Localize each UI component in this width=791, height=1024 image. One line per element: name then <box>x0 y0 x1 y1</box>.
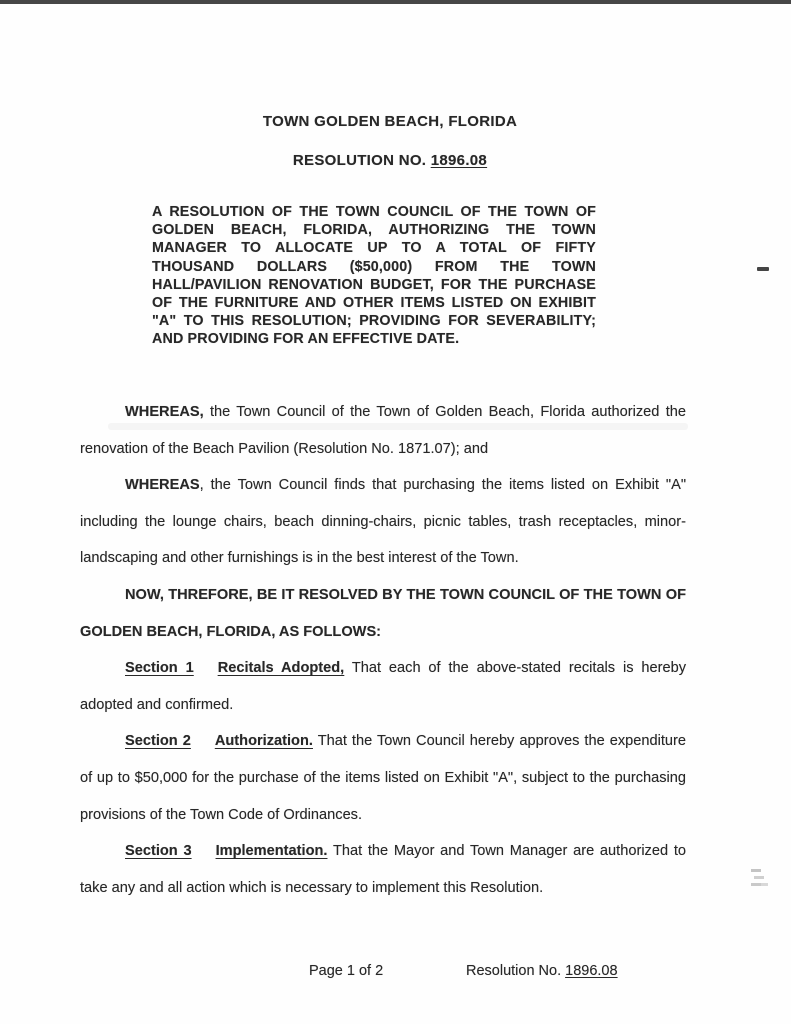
document-body <box>80 394 686 906</box>
section-3-paragraph <box>80 833 686 906</box>
whereas-text: the Town Council of the Town of Golden Beach, Florida authorized the renovation of the Beach Pavilion (Resolution No. 1871.07); and <box>80 404 686 457</box>
whereas-clause-2 <box>80 467 686 577</box>
caption-paragraph: A RESOLUTION OF THE TOWN COUNCIL OF THE TOWN OF GOLDEN BEACH, FLORIDA, AUTHORIZING THE TOWN MANAGER TO ALLOCATE UP TO A TOTAL OF FIFTY THOUSAND DOLLARS ($50,000) FROM THE TOWN HALL/PAVILION RENOVATION BUDGET, FOR THE PURCHASE OF THE FURNITURE AND OTHER ITEMS LISTED ON EXHIBIT "A" TO THIS RESOLUTION; PROVIDING FOR SEVERABILITY; AND PROVIDING FOR AN EFFECTIVE DATE. <box>152 204 596 348</box>
resolution-number-label: RESOLUTION NO. <box>292 152 427 169</box>
page-number: Page 1 of 2 <box>309 963 384 979</box>
section-body-text: That the Town Council hereby approves the expenditure of up to $50,000 for the purchase of the items listed on Exhibit "A", subject to the purchasing provisions of the Town Code of Ordinances. <box>80 733 686 823</box>
section-number: Section 3 <box>125 843 192 860</box>
scan-streak-artifact <box>108 423 688 430</box>
section-1-paragraph <box>80 650 686 723</box>
document-title: TOWN GOLDEN BEACH, FLORIDA <box>262 113 518 130</box>
margin-dash-artifact <box>757 267 769 271</box>
section-2-paragraph <box>80 723 686 833</box>
section-heading: Implementation. <box>215 843 328 860</box>
whereas-lead: WHEREAS <box>125 477 200 494</box>
resolution-number: 1896.08 <box>430 152 488 169</box>
section-heading: Recitals Adopted, <box>217 660 345 677</box>
whereas-text: , the Town Council finds that purchasing the items listed on Exhibit "A" including the lounge chairs, beach dinning-chairs, picnic tables, trash receptacles, minor-landscaping and other furnishings is in the best interest of the Town. <box>80 477 686 567</box>
footer-resolution-label: Resolution No. <box>466 963 562 979</box>
footer-resolution-number: 1896.08 <box>565 963 618 979</box>
section-body-text: That each of the above-stated recitals is hereby adopted and confirmed. <box>80 660 686 713</box>
section-number: Section 1 <box>125 660 194 677</box>
margin-smudge-artifact <box>751 869 761 872</box>
section-number: Section 2 <box>125 733 191 750</box>
section-heading: Authorization. <box>214 733 313 750</box>
whereas-lead: WHEREAS, <box>125 404 204 420</box>
scan-edge-artifact <box>0 0 791 4</box>
footer-resolution-reference <box>466 963 618 979</box>
section-body-text: That the Mayor and Town Manager are authorized to take any and all action which is necessary to implement this Resolution. <box>80 843 686 896</box>
resolution-heading <box>0 152 780 169</box>
resolved-clause: NOW, THREFORE, BE IT RESOLVED BY THE TOWN COUNCIL OF THE TOWN OF GOLDEN BEACH, FLORIDA, AS FOLLOWS: <box>80 586 686 640</box>
whereas-clause-1 <box>80 394 686 467</box>
